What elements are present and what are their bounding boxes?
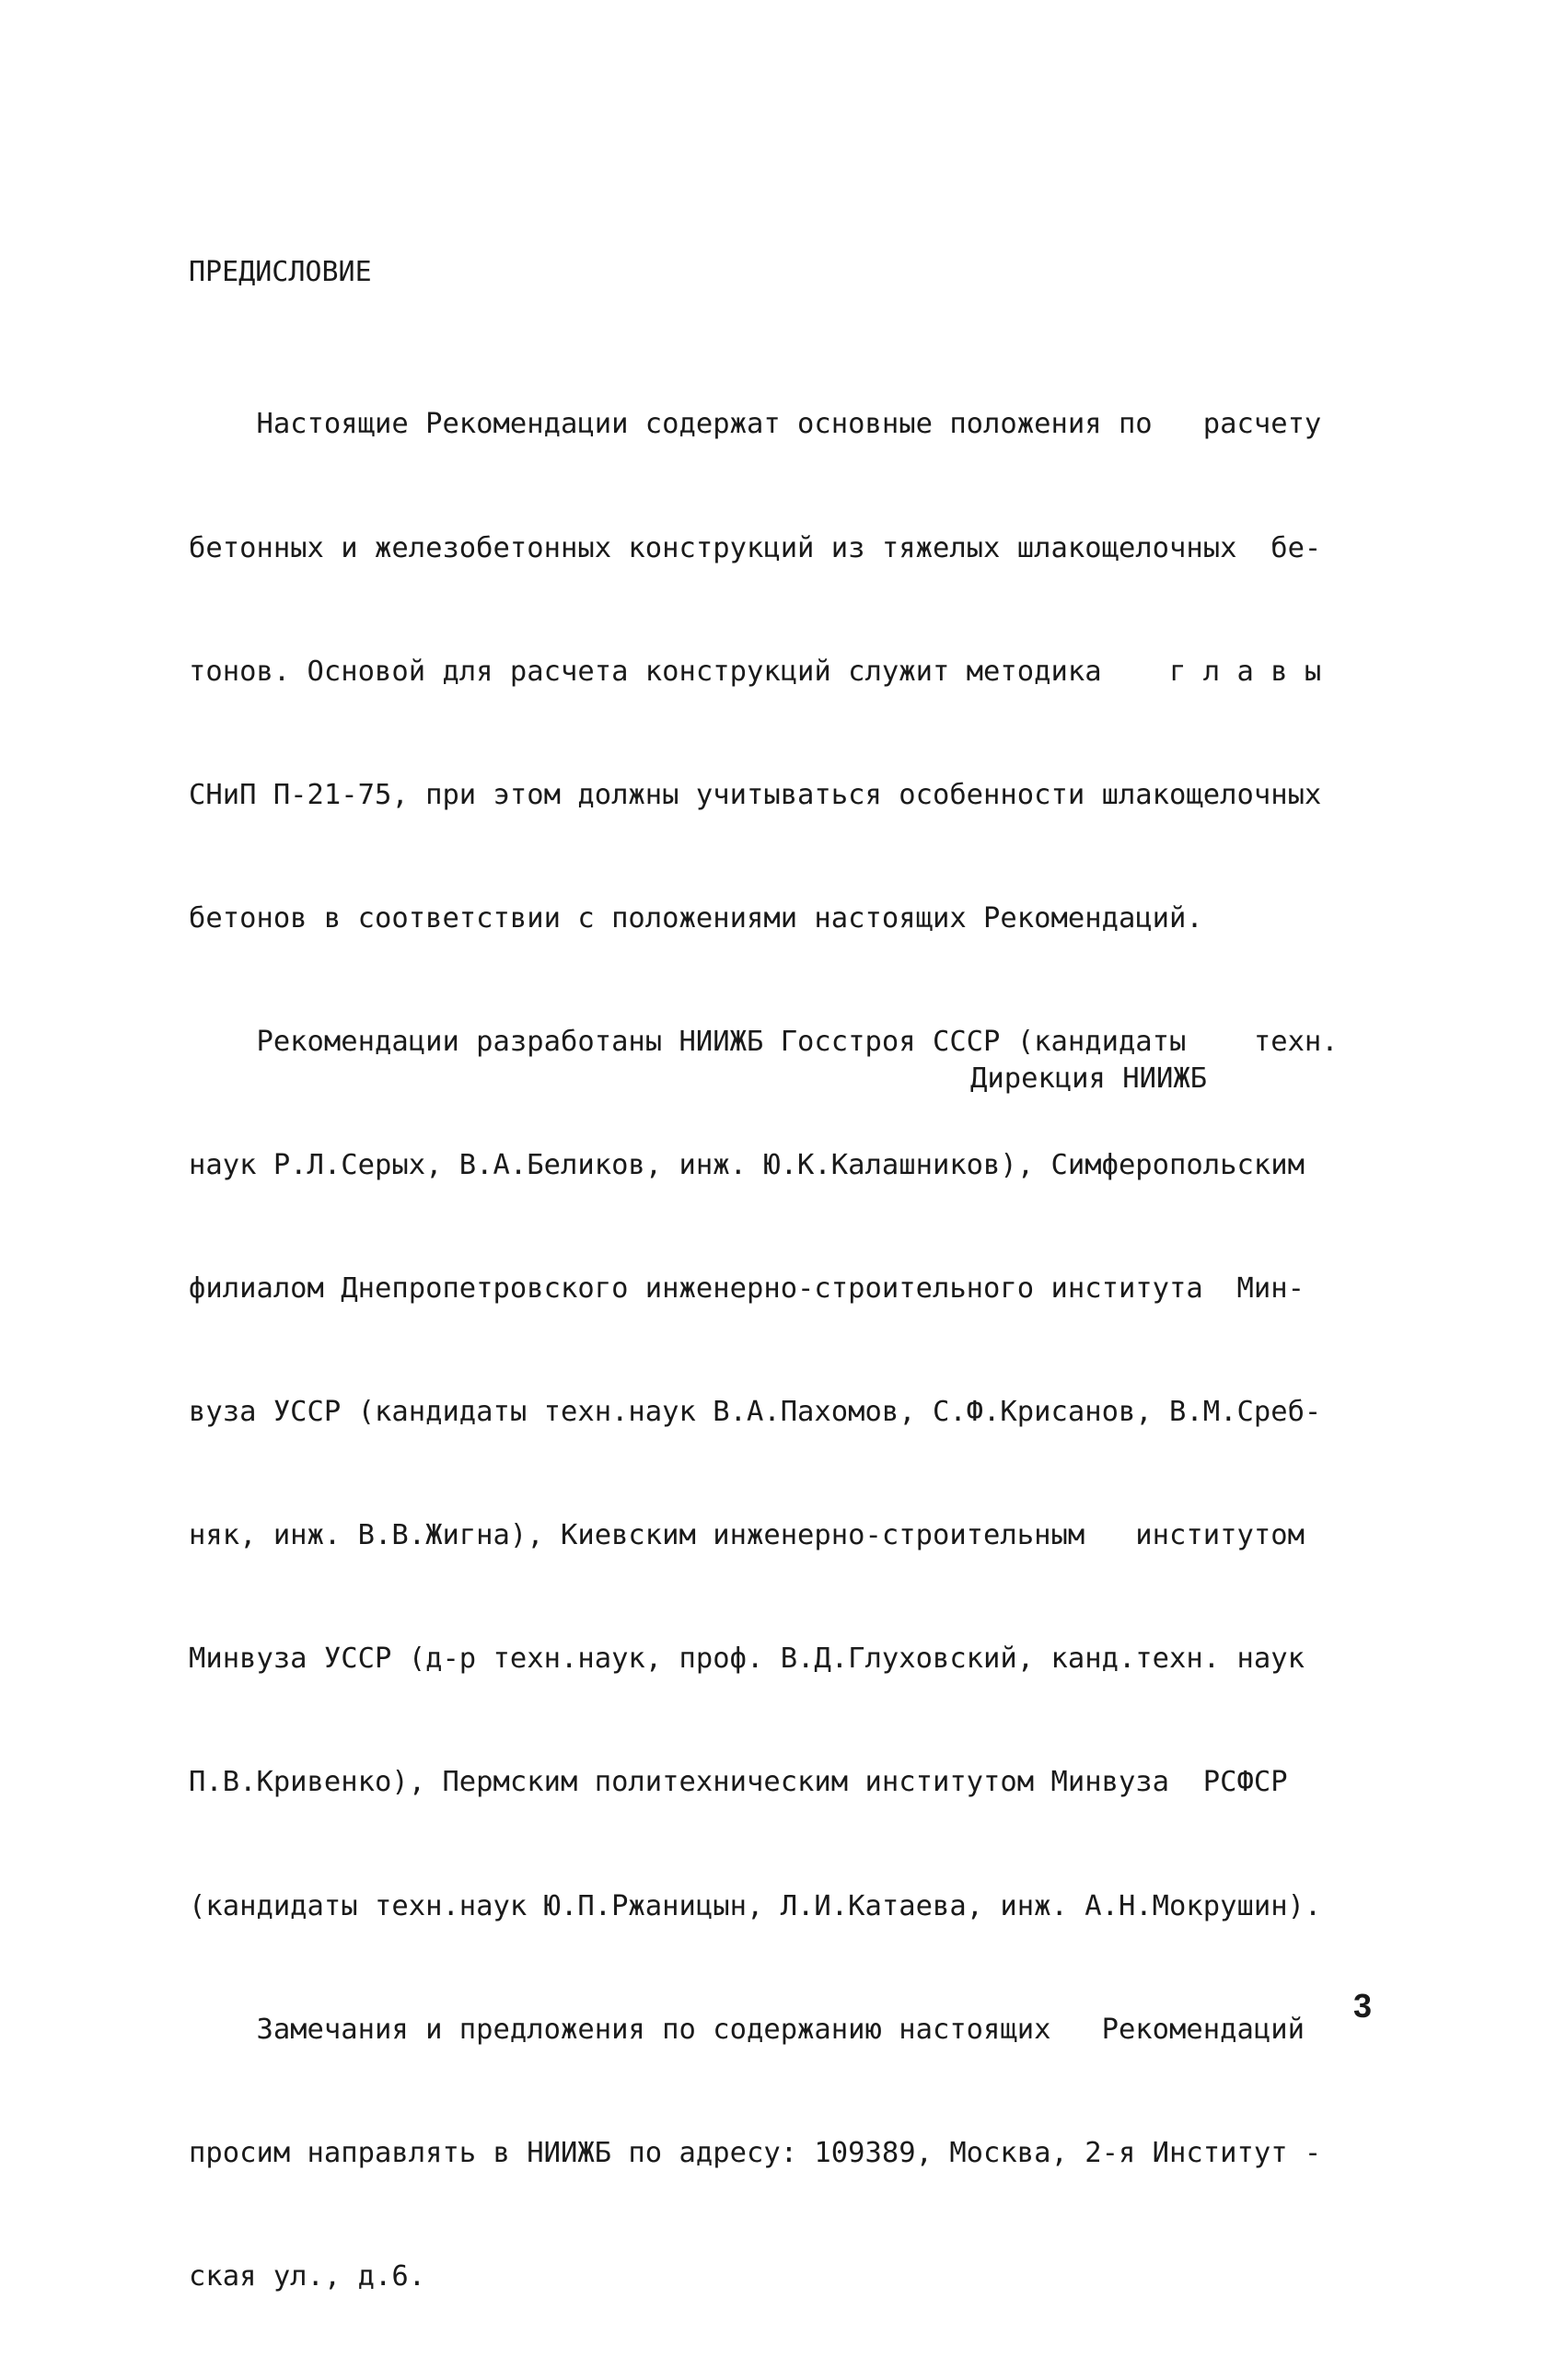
text-line: филиалом Днепропетровского инженерно-строительного института Мин- bbox=[189, 1272, 1305, 1306]
text-line: бетонов в соответствии с положениями настоящих Рекомендаций. bbox=[189, 901, 1203, 935]
text-line: Настоящие Рекомендации содержат основные положения по расчету bbox=[189, 408, 1322, 441]
text-line: няк, инж. В.В.Жигна), Киевским инженерно-строительным институтом bbox=[189, 1519, 1305, 1552]
text-line: наук Р.Л.Серых, В.А.Беликов, инж. Ю.К.Калашников), Симферопольским bbox=[189, 1148, 1305, 1181]
section-heading: ПРЕДИСЛОВИЕ bbox=[189, 256, 372, 288]
text-line: ская ул., д.6. bbox=[189, 2259, 426, 2293]
text-line: просим направлять в НИИЖБ по адресу: 109389, Москва, 2-я Институт - bbox=[189, 2136, 1322, 2169]
page-number: 3 bbox=[1353, 1987, 1373, 2025]
text-line: Замечания и предложения по содержанию настоящих Рекомендаций bbox=[189, 2013, 1305, 2046]
text-line: П.В.Кривенко), Пермским политехническим институтом Минвуза РСФСР bbox=[189, 1766, 1288, 1799]
text-line: Минвуза УССР (д-р техн.наук, проф. В.Д.Глуховский, канд.техн. наук bbox=[189, 1643, 1305, 1676]
text-line: Рекомендации разработаны НИИЖБ Госстроя СССР (кандидаты техн. bbox=[189, 1025, 1339, 1058]
preface-body bbox=[189, 322, 1386, 2380]
signature: Дирекция НИИЖБ bbox=[970, 1062, 1208, 1095]
text-line: СНиП П-21-75, при этом должны учитываться особенности шлакощелочных bbox=[189, 778, 1322, 811]
text-line: (кандидаты техн.наук Ю.П.Ржаницын, Л.И.Катаева, инж. А.Н.Мокрушин). bbox=[189, 1889, 1322, 1922]
text-line: бетонных и железобетонных конструкций из тяжелых шлакощелочных бе- bbox=[189, 531, 1322, 564]
text-line: вуза УССР (кандидаты техн.наук В.А.Пахомов, С.Ф.Крисанов, В.М.Среб- bbox=[189, 1396, 1322, 1429]
text-line: тонов. Основой для расчета конструкций служит методика г л а в ы bbox=[189, 655, 1322, 688]
